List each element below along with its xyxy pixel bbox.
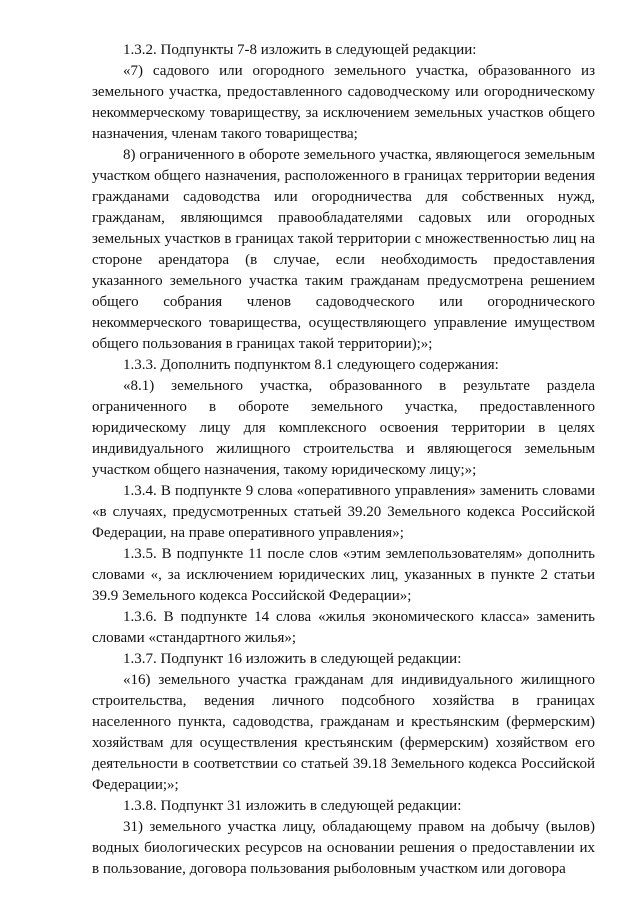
paragraph-1-3-5: 1.3.5. В подпункте 11 после слов «этим землепользователям» дополнить словами «, за исключением юридических лиц, указанных в пункте 2 статьи 39.9 Земельного кодекса Российской Федерации»; <box>92 546 595 604</box>
paragraph-subitem-7: «7) садового или огородного земельного участка, образованного из земельного участка, предоставленного садоводческому или огородническому некоммерческому товариществу, за исключением земельных участков общего назначения, членам такого товарищества; <box>92 63 595 142</box>
paragraph-1-3-2: 1.3.2. Подпункты 7-8 изложить в следующей редакции: <box>123 42 477 58</box>
paragraph-1-3-7: 1.3.7. Подпункт 16 изложить в следующей редакции: <box>123 651 462 667</box>
paragraph-1-3-6: 1.3.6. В подпункте 14 слова «жилья экономического класса» заменить словами «стандартного жилья»; <box>92 609 595 646</box>
paragraph-subitem-31: 31) земельного участка лицу, обладающему правом на добычу (вылов) водных биологических ресурсов на основании решения о предоставлении их в пользование, договора пользования рыболовным участком или договора <box>92 819 595 877</box>
paragraph-1-3-8: 1.3.8. Подпункт 31 изложить в следующей редакции: <box>123 798 462 814</box>
paragraph-1-3-4: 1.3.4. В подпункте 9 слова «оперативного управления» заменить словами «в случаях, предусмотренных статьей 39.20 Земельного кодекса Российской Федерации, на праве оперативного управления»; <box>92 483 595 541</box>
paragraph-subitem-8-1: «8.1) земельного участка, образованного в результате раздела ограниченного в обороте земельного участка, предоставленного юридическому лицу для комплексного освоения территории в целях индивидуального жилищного строительства и являющегося земельным участком общего назначения, такому юридическому лицу;»; <box>92 378 595 478</box>
paragraph-subitem-8: 8) ограниченного в обороте земельного участка, являющегося земельным участком общего назначения, расположенного в границах территории ведения гражданами садоводства или огородничества для собственных нужд, гражданам, являющимся правообладателями садовых или огородных земельных участков в границах такой территории с множественностью лиц на стороне арендатора (в случае, если необходимость предоставления указанного земельного участка таким гражданам предусмотрена решением общего собрания членов садоводческого или огороднического некоммерческого товарищества, осуществляющего управление имуществом общего пользования в границах такой территории);»; <box>92 147 595 352</box>
paragraph-1-3-3: 1.3.3. Дополнить подпунктом 8.1 следующего содержания: <box>123 357 499 373</box>
paragraph-subitem-16: «16) земельного участка гражданам для индивидуального жилищного строительства, ведения личного подсобного хозяйства в границах населенного пункта, садоводства, гражданам и крестьянским (фермерским) хозяйствам для осуществления крестьянским (фермерским) хозяйством его деятельности в соответствии со статьей 39.18 Земельного кодекса Российской Федерации;»; <box>92 672 595 793</box>
document-body <box>92 40 595 880</box>
